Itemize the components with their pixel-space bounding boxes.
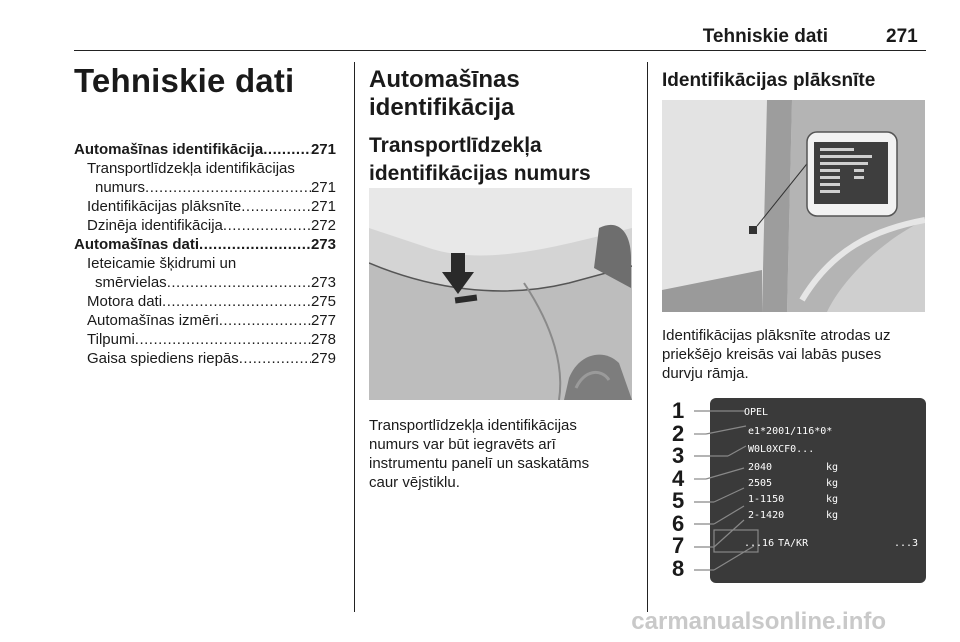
callout-7: 7: [672, 533, 685, 558]
plate-unit-1: kg: [826, 462, 839, 473]
plate-weight-2: 2505: [748, 478, 773, 489]
plate-weight-1: 2040: [748, 462, 773, 473]
callout-6: 6: [672, 510, 685, 536]
plate-weight-4: 2-1420: [748, 510, 785, 521]
toc-entry: Transportlīdzekļa identifikācijas: [87, 160, 295, 177]
toc-entry[interactable]: Gaisa spiediens riepās ..... 279: [74, 349, 336, 368]
plate-row-2: e1*2001/116*0*: [748, 426, 833, 437]
plate-bottom-right: ...3: [894, 538, 919, 549]
toc-entry[interactable]: Automašīnas identifikācija ..... 271: [74, 140, 336, 159]
callout-1: 1: [672, 398, 685, 423]
page-number: 271: [886, 26, 918, 47]
section-heading-plate: Identifikācijas plāksnīte: [662, 70, 876, 91]
toc-entry[interactable]: numurs ..... 271: [74, 178, 336, 197]
plate-callout-numbers: [672, 400, 696, 585]
plate-bottom-left: ...16: [744, 538, 775, 549]
callout-8: 8: [672, 555, 685, 581]
toc-entry: Ieteicamie šķidrumi un: [87, 255, 237, 272]
callout-2: 2: [672, 420, 685, 446]
plate-unit-3: kg: [826, 494, 839, 505]
running-header-title: Tehniskie dati: [702, 26, 828, 47]
plate-brand: OPEL: [744, 407, 769, 418]
header-rule: [74, 50, 926, 51]
toc-entry[interactable]: Automašīnas izmēri ..... 277: [74, 311, 336, 330]
toc-entry[interactable]: Motora dati ..... 275: [74, 292, 336, 311]
vin-paragraph: Transportlīdzekļa identifikācijas numurs var būt iegravēts arī instrumentu panelī un saskatāms caur vējstiklu.: [369, 417, 590, 491]
identification-plate: [694, 398, 926, 583]
callout-3: 3: [672, 443, 685, 468]
dashboard-vin-photo: [369, 188, 632, 400]
door-frame-photo: [662, 100, 925, 312]
toc-entry[interactable]: Dzinēja identifikācija ..... 272: [74, 216, 336, 235]
toc-entry[interactable]: Automašīnas dati ..... 273: [74, 235, 336, 254]
plate-unit-2: kg: [826, 478, 839, 489]
plate-row-3: W0L0XCF0...: [748, 444, 815, 455]
callout-5: 5: [672, 488, 685, 513]
plate-bottom-mid: TA/KR: [778, 538, 809, 549]
column-divider-left: [354, 62, 355, 612]
table-of-contents: [74, 140, 336, 368]
plate-unit-4: kg: [826, 510, 839, 521]
subsection-heading: Transportlīdzekļa identifikācijas numurs: [369, 134, 591, 185]
toc-entry[interactable]: smērvielas ..... 273: [74, 273, 336, 292]
callout-4: 4: [672, 465, 685, 491]
chapter-title: Tehniskie dati: [74, 62, 295, 99]
column-divider-right: [647, 62, 648, 612]
plate-weight-3: 1-1150: [748, 494, 785, 505]
toc-entry[interactable]: Identifikācijas plāksnīte ..... 271: [74, 197, 336, 216]
section-heading: Automašīnas identifikācija: [369, 66, 520, 121]
watermark: carmanualsonline.info: [631, 608, 886, 635]
toc-entry[interactable]: Tilpumi ..... 278: [74, 330, 336, 349]
plate-paragraph: Identifikācijas plāksnīte atrodas uz priekšējo kreisās vai labās puses durvju rāmja.: [662, 327, 891, 382]
